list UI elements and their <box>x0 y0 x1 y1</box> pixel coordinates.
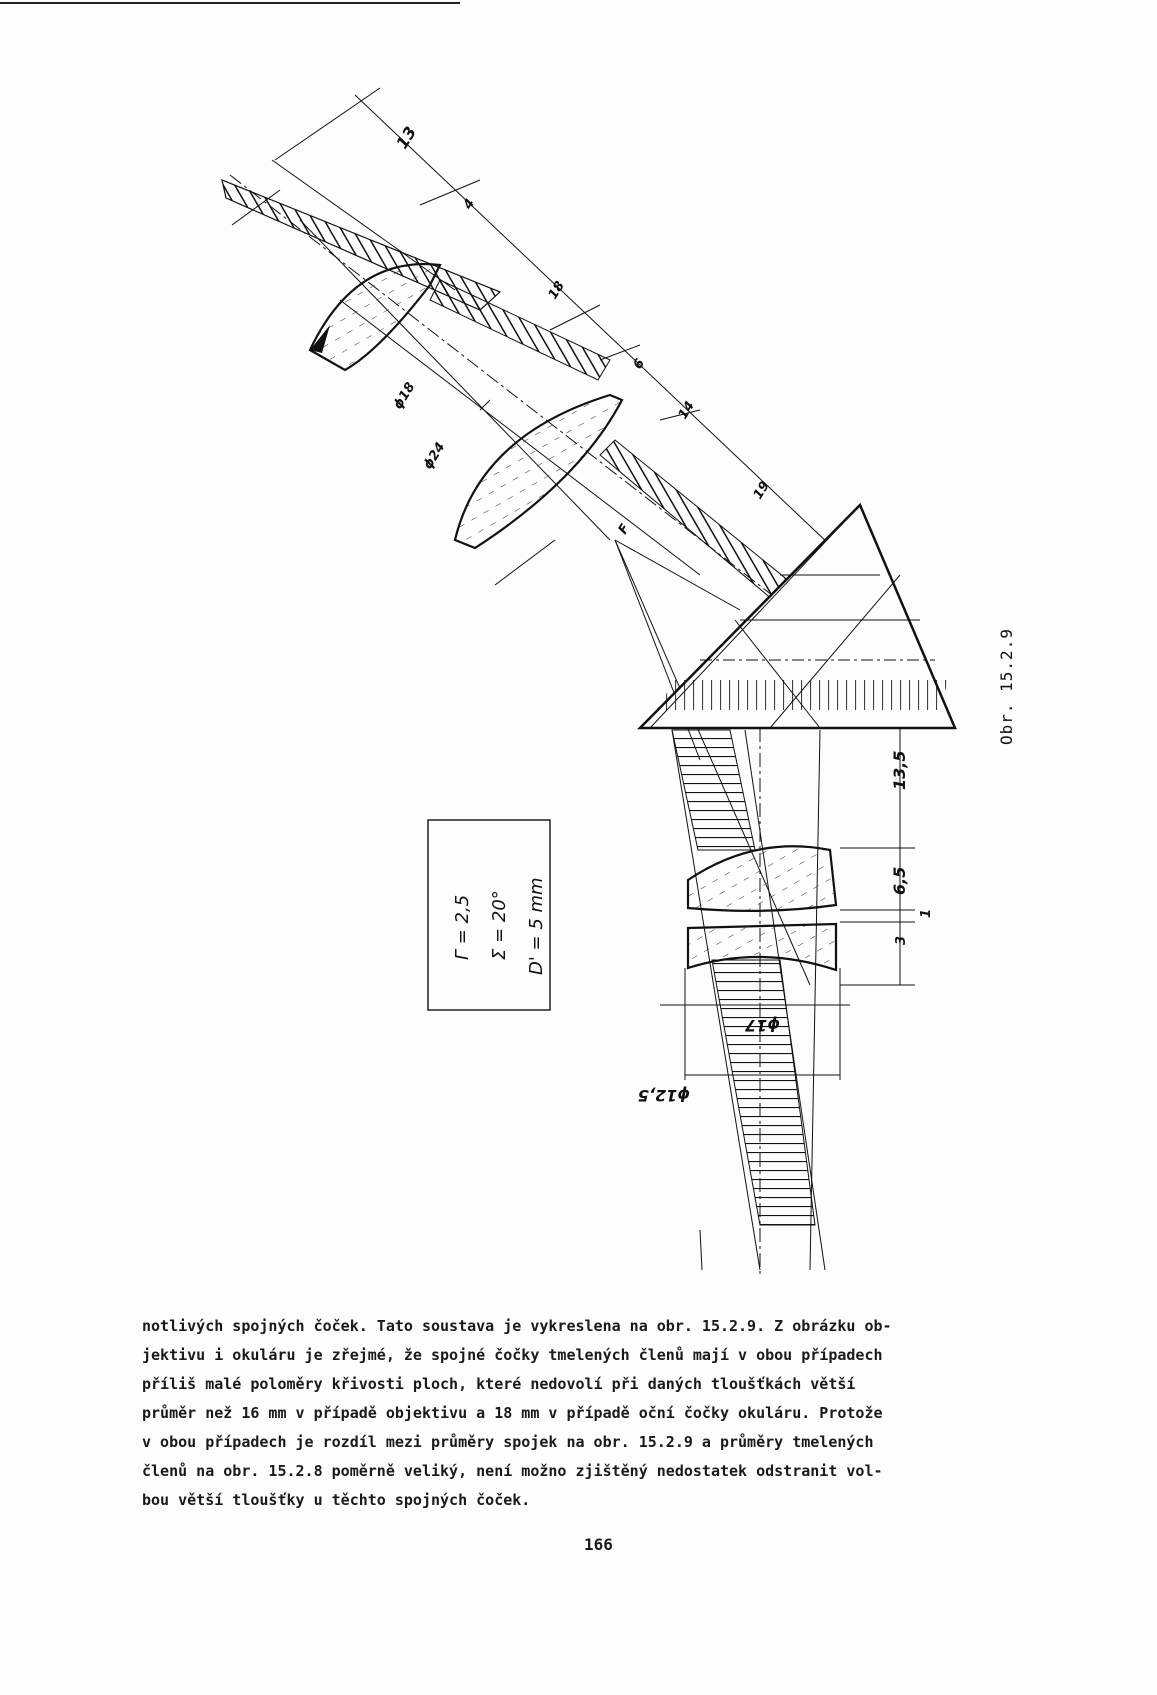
dim-13-5: 13,5 <box>890 750 909 790</box>
dim-13: 13 <box>392 123 421 153</box>
dim-4: 4 <box>460 196 479 213</box>
param-magnification: Γ = 2,5 <box>452 894 473 960</box>
param-field-angle: Σ = 20° <box>489 890 510 960</box>
dim-dia12-5: ϕ12,5 <box>637 1086 690 1105</box>
eyepiece-beam <box>672 730 815 1225</box>
dim-dia17: ϕ17 <box>744 1016 780 1035</box>
objective-lens-2 <box>455 395 622 548</box>
body-line: v obou případech je rozdíl mezi průměry spojek na obr. 15.2.9 a průměry tmelených <box>142 1433 874 1451</box>
body-line: příliš malé poloměry křivosti ploch, které nedovolí při daných tloušťkách větší <box>142 1375 856 1393</box>
dim-6: 6 <box>630 356 649 373</box>
body-line: členů na obr. 15.2.8 poměrně veliký, není možno zjištěný nedostatek odstranit vol- <box>142 1462 883 1480</box>
dim-14: 14 <box>675 398 698 423</box>
body-line: průměr než 16 mm v případě objektivu a 18 mm v případě oční čočky okuláru. Protože <box>142 1404 883 1422</box>
eyepiece-lens-1 <box>688 846 836 911</box>
body-line: bou větší tloušťky u těchto spojných čoček. <box>142 1491 531 1509</box>
optical-axis-tilted <box>230 175 830 640</box>
focal-point-label: F <box>615 521 634 538</box>
param-exit-pupil: D' = 5 mm <box>526 877 547 975</box>
objective-lens-1 <box>310 264 440 370</box>
page-number: 166 <box>584 1535 613 1554</box>
body-line: jektivu i okuláru je zřejmé, že spojné čočky tmelených členů mají v obou případech <box>142 1346 883 1364</box>
dim-1: 1 <box>919 908 934 918</box>
prism <box>640 505 955 728</box>
body-line: notlivých spojných čoček. Tato soustava je vykreslena na obr. 15.2.9. Z obrázku ob- <box>142 1317 892 1335</box>
dim-dia18: ϕ18 <box>390 380 419 413</box>
dim-6-5: 6,5 <box>890 866 909 895</box>
body-paragraph <box>142 1312 1082 1515</box>
dim-3: 3 <box>894 935 909 945</box>
dim-dia24: ϕ24 <box>420 440 449 473</box>
parameters-box <box>428 820 550 1010</box>
dim-18: 18 <box>545 278 568 303</box>
dim-19: 19 <box>750 478 773 503</box>
objective-beam <box>222 180 800 610</box>
figure-caption: Obr. 15.2.9 <box>997 628 1016 745</box>
